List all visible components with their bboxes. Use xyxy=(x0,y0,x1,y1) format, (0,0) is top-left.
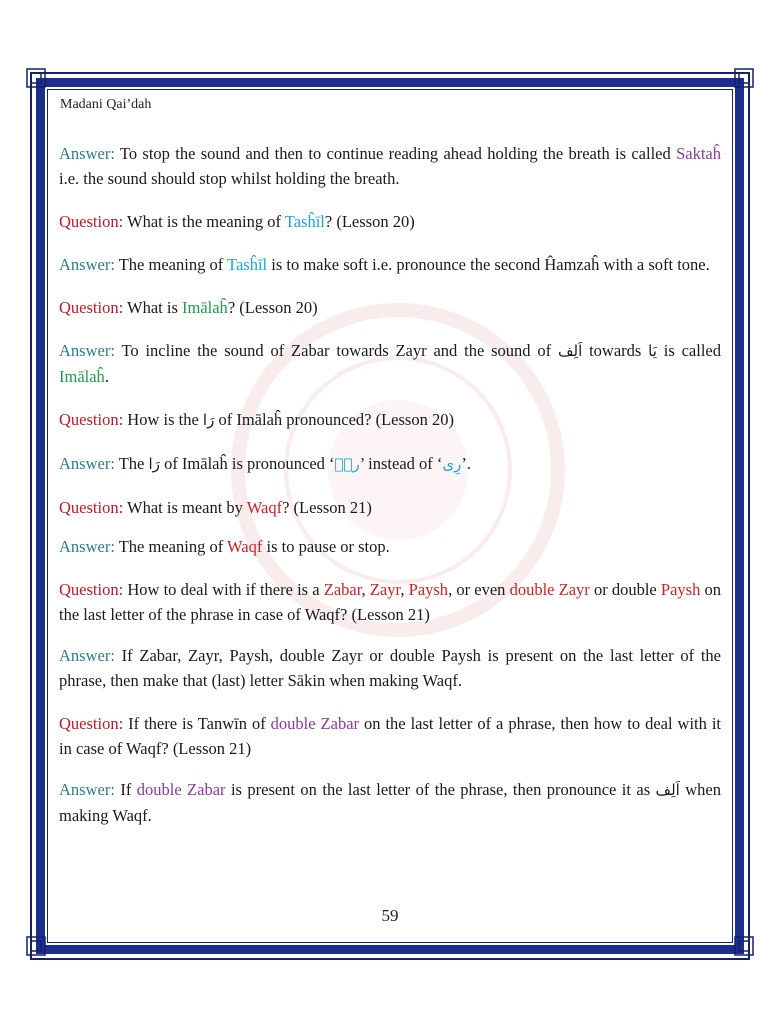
answer-paragraph xyxy=(59,252,721,277)
highlighted-term: Paysh xyxy=(660,580,701,599)
text-run: towards xyxy=(582,341,649,360)
text-run: How is the xyxy=(123,410,203,429)
question-label: Question: xyxy=(59,410,124,429)
text-run: on the last letter of a phrase, then how to deal with it in case of Waqf? (Lesson 21) xyxy=(59,714,721,758)
text-run: If xyxy=(114,780,137,799)
text-run: is to pause or stop. xyxy=(262,537,390,556)
highlighted-term: یَا xyxy=(648,342,657,360)
answer-paragraph xyxy=(59,141,721,191)
answer-paragraph xyxy=(59,451,721,477)
page-number: 59 xyxy=(381,906,399,925)
text-run: or double xyxy=(589,580,661,599)
answer-label: Answer: xyxy=(59,537,115,556)
question-label: Question: xyxy=(59,714,124,733)
text-run: , xyxy=(361,580,370,599)
highlighted-term: رِی xyxy=(442,455,462,473)
answer-label: Answer: xyxy=(59,646,115,665)
text-run: on the last letter of the phrase in case of Waqf? (Lesson 21) xyxy=(59,580,722,624)
question-paragraph xyxy=(59,577,721,627)
text-run: , or even xyxy=(448,580,510,599)
question-label: Question: xyxy=(59,212,124,231)
text-run: i.e. the sound should stop whilst holding the breath. xyxy=(59,169,400,188)
text-run: of Imālaĥ is pronounced ‘ xyxy=(159,454,335,473)
answer-label: Answer: xyxy=(59,454,115,473)
text-run: If Zabar, Zayr, Paysh, double Zayr or double Paysh is present on the last letter of the phrase, then make that (last) letter Sākin when making Waqf. xyxy=(59,646,721,690)
text-run: The xyxy=(114,454,149,473)
highlighted-term: Saktaĥ xyxy=(676,144,721,163)
highlighted-term: اَلِف xyxy=(557,342,583,360)
running-header: Madani Qai’dah xyxy=(60,97,152,112)
corner-ornament-icon xyxy=(26,936,46,956)
corner-ornament-icon xyxy=(734,936,754,956)
text-run: ? (Lesson 20) xyxy=(227,298,318,317)
answer-paragraph xyxy=(59,338,721,389)
text-run: is called xyxy=(656,341,722,360)
highlighted-term: double Zayr xyxy=(509,580,590,599)
answer-paragraph xyxy=(59,643,721,693)
corner-ornament-icon xyxy=(26,68,46,88)
question-label: Question: xyxy=(59,580,124,599)
highlighted-term: Paysh xyxy=(408,580,449,599)
highlighted-term: رَا xyxy=(202,411,215,429)
answer-paragraph xyxy=(59,534,721,559)
highlighted-term: Tasĥīl xyxy=(284,212,325,231)
text-run: The meaning of xyxy=(114,255,228,274)
answer-label: Answer: xyxy=(59,144,115,163)
text-run: is to make soft i.e. pronounce the second Ĥamzaĥ with a soft tone. xyxy=(267,255,710,274)
question-paragraph xyxy=(59,295,721,320)
text-run: is present on the last letter of the phrase, then pronounce it as xyxy=(225,780,656,799)
text-run: If there is Tanwīn of xyxy=(123,714,271,733)
highlighted-term: double Zabar xyxy=(136,780,226,799)
text-run: What is xyxy=(123,298,182,317)
highlighted-term: اَلِف xyxy=(655,781,680,799)
text-run: . xyxy=(104,367,109,386)
question-paragraph xyxy=(59,209,721,234)
highlighted-term: رٖے xyxy=(334,455,360,473)
corner-ornament-icon xyxy=(734,68,754,88)
text-run: How to deal with if there is a xyxy=(123,580,324,599)
answer-paragraph xyxy=(59,777,721,828)
text-run: ? (Lesson 21) xyxy=(282,498,372,517)
text-run: when making Waqf. xyxy=(59,780,721,825)
text-run: What is meant by xyxy=(123,498,247,517)
highlighted-term: رَا xyxy=(148,455,160,473)
question-label: Question: xyxy=(59,498,124,517)
text-run: To incline the sound of Zabar towards Zayr and the sound of xyxy=(114,341,558,360)
highlighted-term: Zabar xyxy=(323,580,362,599)
highlighted-term: Waqf xyxy=(227,537,263,556)
question-label: Question: xyxy=(59,298,124,317)
text-run: To stop the sound and then to continue reading ahead holding the breath is called xyxy=(114,144,677,163)
answer-label: Answer: xyxy=(59,255,115,274)
text-run: The meaning of xyxy=(114,537,228,556)
text-run: ’. xyxy=(461,454,471,473)
answer-label: Answer: xyxy=(59,780,115,799)
highlighted-term: Zayr xyxy=(369,580,401,599)
answer-label: Answer: xyxy=(59,341,115,360)
text-run: What is the meaning of xyxy=(123,212,285,231)
question-paragraph xyxy=(59,407,721,433)
text-run: ? (Lesson 20) xyxy=(324,212,415,231)
qa-content xyxy=(59,141,721,828)
question-paragraph xyxy=(59,711,721,761)
text-run: ’ instead of ‘ xyxy=(359,454,443,473)
highlighted-term: double Zabar xyxy=(270,714,360,733)
highlighted-term: Waqf xyxy=(246,498,283,517)
text-run: of Imālaĥ pronounced? (Lesson 20) xyxy=(214,410,454,429)
highlighted-term: Imālaĥ xyxy=(182,298,228,317)
highlighted-term: Imālaĥ xyxy=(59,367,105,386)
question-paragraph xyxy=(59,495,721,520)
text-run: , xyxy=(400,580,409,599)
highlighted-term: Tasĥīl xyxy=(227,255,268,274)
